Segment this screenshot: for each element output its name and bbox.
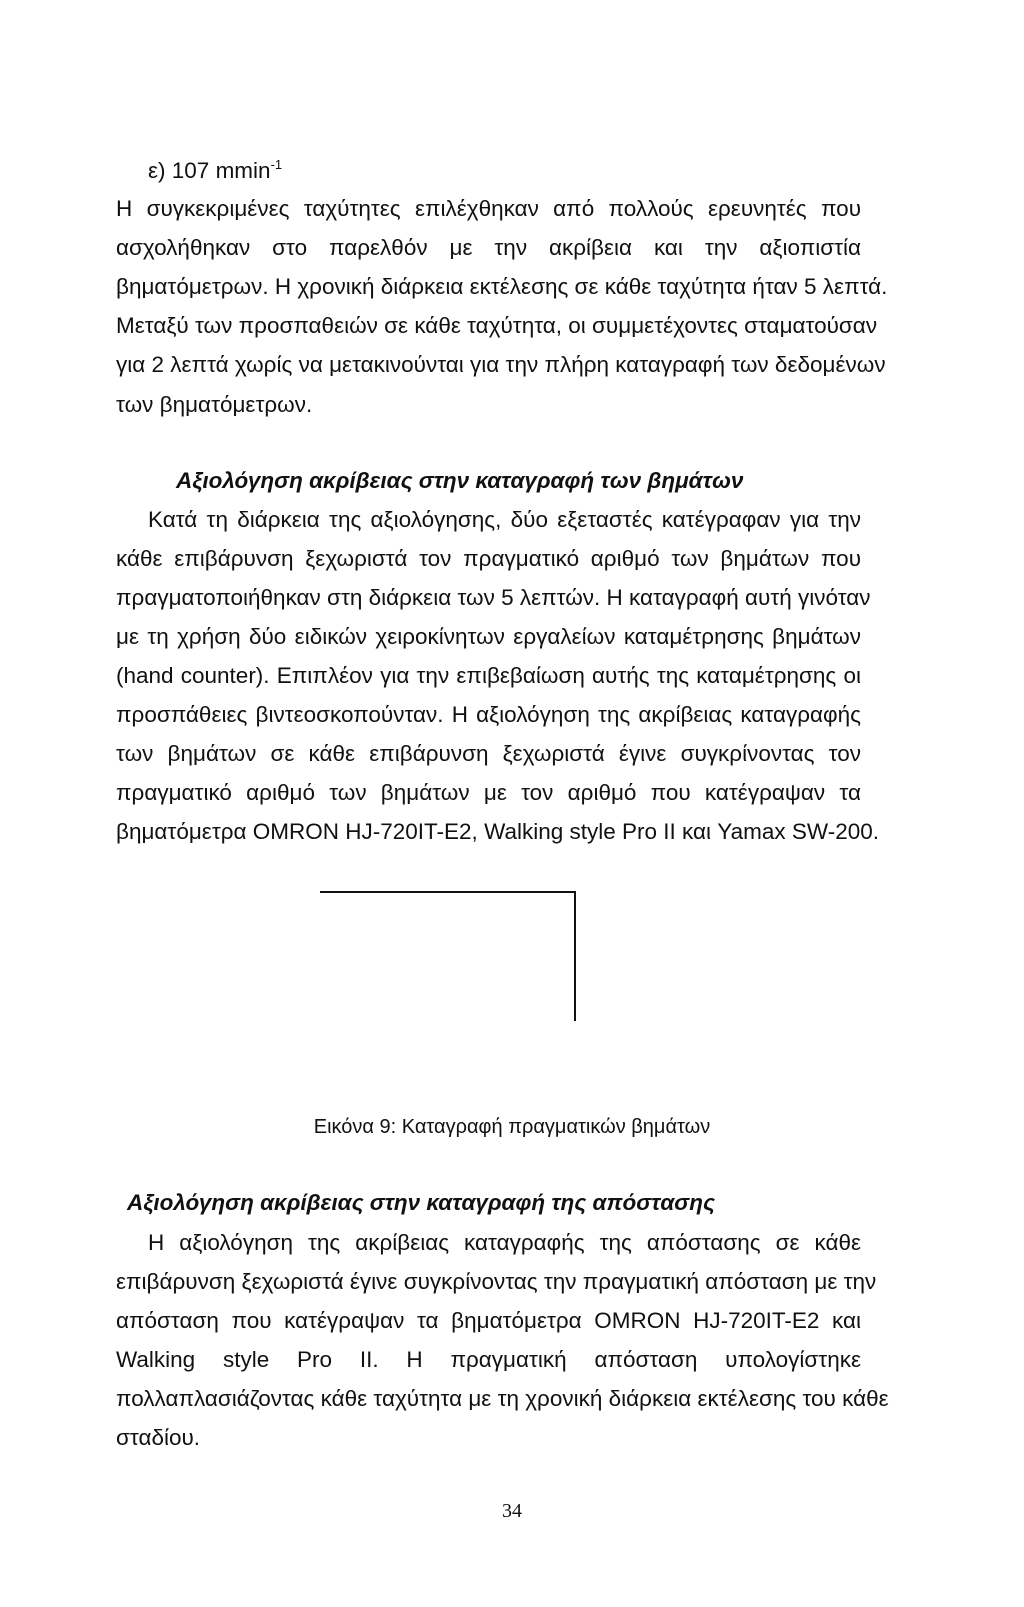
intro-line-6: των βηματόμετρων. bbox=[116, 392, 313, 417]
page-number: 34 bbox=[502, 1500, 522, 1522]
intro-line-2: ασχολήθηκαν στο παρελθόν με την ακρίβεια και την αξιοπιστία bbox=[116, 235, 861, 260]
list-item-e bbox=[148, 156, 893, 186]
intro-line-1: Η συγκεκριμένες ταχύτητες επιλέχθηκαν από πολλούς ερευνητές που bbox=[116, 196, 861, 221]
section1-line-4: με τη χρήση δύο ειδικών χειροκίνητων εργαλείων καταμέτρησης βημάτων bbox=[116, 624, 861, 649]
section1-line-6: προσπάθειες βιντεοσκοπούνταν. Η αξιολόγηση της ακρίβειας καταγραφής bbox=[116, 702, 861, 727]
section2-line-2: επιβάρυνση ξεχωριστά έγινε συγκρίνοντας την πραγματική απόσταση με την bbox=[116, 1269, 877, 1294]
section1-line-9: βηματόμετρα OMRON HJ-720IT-E2, Walking style Pro II και Yamax SW-200. bbox=[116, 819, 880, 844]
section1-line-2: κάθε επιβάρυνση ξεχωριστά τον πραγματικό αριθμό των βημάτων που bbox=[116, 546, 861, 571]
section-heading-steps: Αξιολόγηση ακρίβειας στην καταγραφή των βημάτων bbox=[176, 468, 744, 493]
section1-line-1: Κατά τη διάρκεια της αξιολόγησης, δύο εξεταστές κατέγραφαν για την bbox=[148, 507, 861, 532]
section2-line-5: πολλαπλασιάζοντας κάθε ταχύτητα με τη χρονική διάρκεια εκτέλεσης του κάθε bbox=[116, 1386, 889, 1411]
section1-line-8: πραγματικό αριθμό των βημάτων με τον αριθμό που κατέγραψαν τα bbox=[116, 780, 861, 805]
list-item-e-text: ε) 107 mmin bbox=[148, 158, 271, 183]
intro-line-4: Μεταξύ των προσπαθειών σε κάθε ταχύτητα, οι συμμετέχοντες σταματούσαν bbox=[116, 313, 878, 338]
section1-line-7: των βημάτων σε κάθε επιβάρυνση ξεχωριστά έγινε συγκρίνοντας τον bbox=[116, 741, 861, 766]
intro-line-3: βηματόμετρων. Η χρονική διάρκεια εκτέλεσης σε κάθε ταχύτητα ήταν 5 λεπτά. bbox=[116, 274, 888, 299]
list-item-e-superscript: -1 bbox=[270, 157, 283, 172]
figure-right-rule bbox=[574, 891, 576, 1021]
intro-line-5: για 2 λεπτά χωρίς να μετακινούνται για την πλήρη καταγραφή των δεδομένων bbox=[116, 352, 886, 377]
section1-line-5: (hand counter). Επιπλέον για την επιβεβαίωση αυτής της καταμέτρησης οι bbox=[116, 663, 861, 688]
section2-line-6: σταδίου. bbox=[116, 1425, 201, 1450]
section2-line-1: Η αξιολόγηση της ακρίβειας καταγραφής της απόστασης σε κάθε bbox=[148, 1230, 861, 1255]
section-heading-distance: Αξιολόγηση ακρίβειας στην καταγραφή της απόστασης bbox=[127, 1190, 715, 1215]
figure-top-rule bbox=[320, 891, 576, 893]
figure-caption: Εικόνα 9: Καταγραφή πραγματικών βημάτων bbox=[313, 1116, 711, 1138]
section2-line-4: Walking style Pro II. Η πραγματική απόσταση υπολογίστηκε bbox=[116, 1347, 861, 1372]
section2-line-3: απόσταση που κατέγραψαν τα βηματόμετρα OMRON HJ-720IT-E2 και bbox=[116, 1308, 861, 1333]
section1-line-3: πραγματοποιήθηκαν στη διάρκεια των 5 λεπτών. Η καταγραφή αυτή γινόταν bbox=[116, 585, 871, 610]
